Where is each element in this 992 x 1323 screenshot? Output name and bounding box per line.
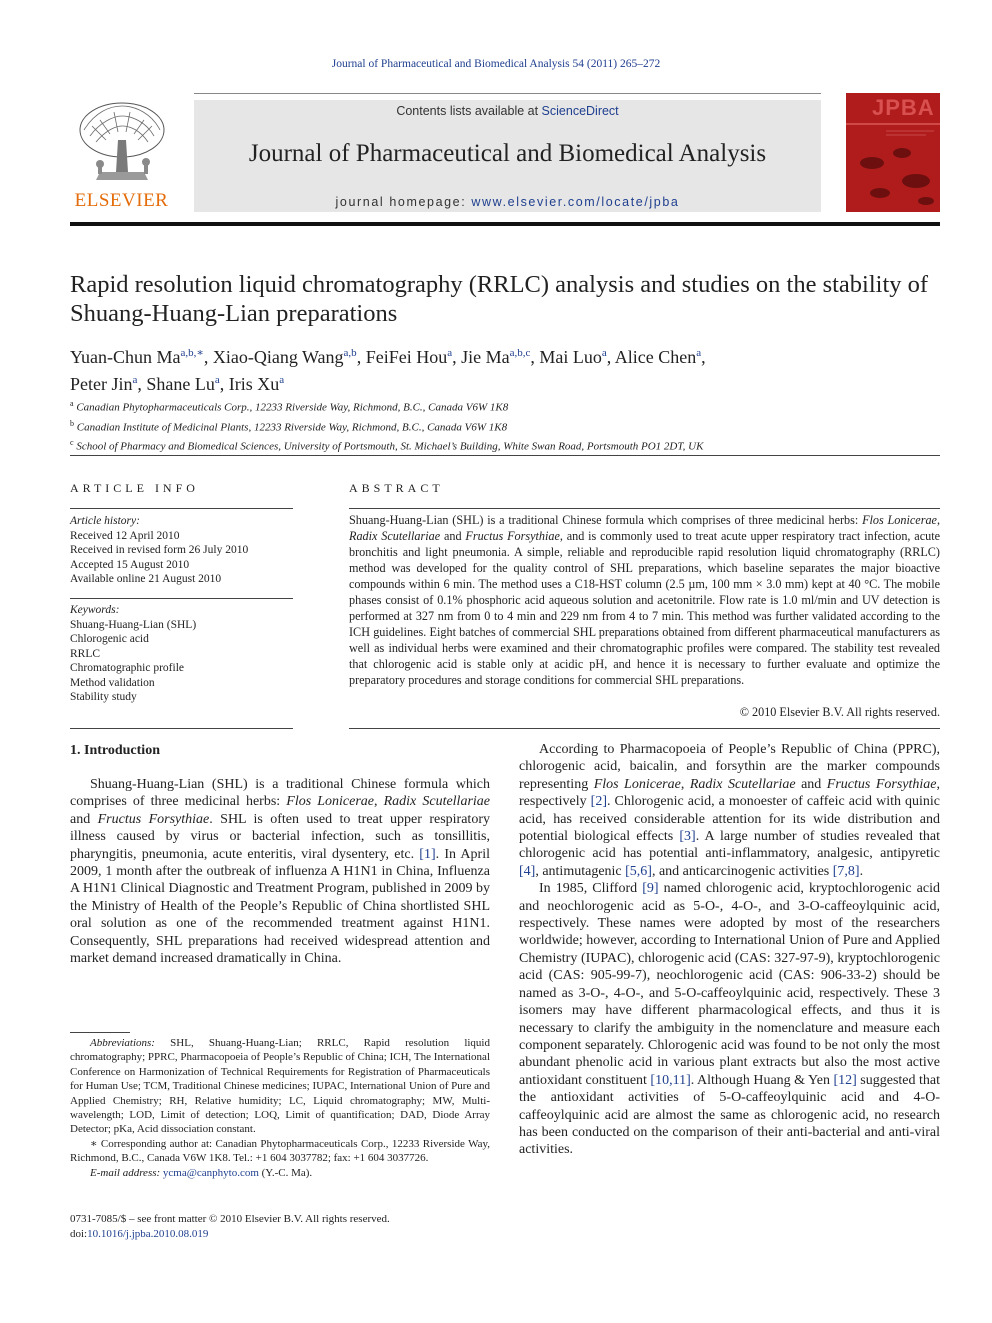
author-separator: , <box>452 347 462 367</box>
running-head[interactable]: Journal of Pharmaceutical and Biomedical Analysis 54 (2011) 265–272 <box>331 58 661 70</box>
email-footnote <box>70 1166 490 1180</box>
keyword: RRLC <box>70 647 101 660</box>
sciencedirect-link[interactable]: ScienceDirect <box>541 104 619 118</box>
contents-line <box>194 104 821 118</box>
publisher-name: ELSEVIER <box>74 190 169 211</box>
article-title: Rapid resolution liquid chromatography (RRLC) analysis and studies on the stability of Shuang-Huang-Lian preparations <box>70 271 929 327</box>
citation-link[interactable]: [5,6] <box>625 863 652 879</box>
doi-line <box>70 1227 490 1242</box>
homepage-prefix: journal homepage: <box>335 195 472 209</box>
affiliation-text: Canadian Phytopharmaceuticals Corp., 12233 Riverside Way, Richmond, B.C., Canada V6W 1K8 <box>76 401 509 414</box>
text-run: Shuang-Huang-Lian (SHL) is a traditional Chinese formula which comprises of three medicinal herbs: <box>70 777 490 810</box>
text-run: , <box>374 794 384 810</box>
affiliation-key: c <box>70 438 74 448</box>
footnote-rule <box>70 1032 130 1033</box>
text-run: . Chlorogenic acid, a monoester of caffeic acid with quinic acid, has received considerable attention for its wide distribution and potential biological effects <box>519 794 941 845</box>
journal-masthead <box>194 100 821 212</box>
footnotes <box>70 1036 490 1180</box>
intro-left-column <box>70 776 490 967</box>
affiliation-list <box>70 396 940 455</box>
italic-term: Flos Lonicerae <box>593 776 681 792</box>
homepage-line <box>194 195 821 209</box>
text-run: , antimutagenic <box>535 863 626 879</box>
author-separator: , <box>137 374 147 394</box>
paragraph <box>519 741 940 880</box>
affiliation-text: School of Pharmacy and Biomedical Sciences, University of Portsmouth, St. Michael’s Building, White Swan Road, Portsmouth PO1 2DT, UK <box>76 440 704 453</box>
masthead-rule <box>70 222 940 226</box>
abstract-text: , <box>936 513 940 527</box>
author-separator: , <box>606 347 615 367</box>
author-name[interactable]: Peter Jin <box>70 374 133 394</box>
citation-link[interactable]: [4] <box>519 863 536 879</box>
author-affiliation-marker[interactable]: a <box>132 374 138 386</box>
citation-link[interactable]: [10,11] <box>650 1072 691 1088</box>
citation-link[interactable]: [1] <box>419 846 436 862</box>
citation-link[interactable]: [3] <box>679 829 696 845</box>
author-name[interactable]: Shane Lu <box>146 374 215 394</box>
author-name[interactable]: Alice Chen <box>614 347 697 367</box>
author-separator: , <box>701 347 706 367</box>
article-info-rule <box>70 508 293 509</box>
doi-prefix: doi: <box>70 1227 88 1240</box>
keywords-label: Keywords: <box>70 604 120 616</box>
cover-art-icon <box>846 93 940 212</box>
issn-line: 0731-7085/$ – see front matter © 2010 Elsevier B.V. All rights reserved. <box>70 1213 390 1225</box>
text-run: . In April 2009, 1 month after the outbreak of influenza A H1N1 in China, Influenza A H1N1 Clinical Diagnostic and Treatment Program, published in 2009 by the Ministry of Health of the People’s Republic of China shortlisted SHL oral solution as one of the recommended treatment against H1N1. Consequently, SHL preparations had received widespread attention and market demand increased dramatically in China. <box>70 846 490 967</box>
herb-name: Fructus Forsythiae <box>465 528 560 543</box>
cover-title: JPBA <box>872 95 935 120</box>
affiliation <box>70 396 940 416</box>
citation-link[interactable]: [7,8] <box>832 863 860 879</box>
tree-icon <box>70 100 173 188</box>
intro-right-column <box>519 741 940 1159</box>
abstract-text: Shuang-Huang-Lian (SHL) is a traditional Chinese formula which comprises of three medicinal herbs: <box>349 513 863 527</box>
abstract-text: and <box>440 528 466 543</box>
text-run: , <box>680 776 690 792</box>
article-history <box>70 514 293 587</box>
header-divider <box>194 93 821 94</box>
affiliation <box>70 435 940 455</box>
keyword: Chromatographic profile <box>70 662 185 674</box>
text-run: In 1985, Clifford <box>539 881 643 897</box>
article-info-bottom-rule <box>70 728 293 729</box>
affiliation-key: b <box>70 418 74 428</box>
italic-term: Radix Scutellariae <box>689 776 796 792</box>
author-name[interactable]: Xiao-Qiang Wang <box>212 347 344 367</box>
abbreviations-text: SHL, Shuang-Huang-Lian; RRLC, Rapid resolution liquid chromatography; PPRC, Pharmacopoeia of People’s Republic of China; ICH, The International Conference on Harmonization of Technical Requirements for Registration of Pharmaceuticals for Human Use; TCM, Traditional Chinese medicines; IUPAC, International Union of Pure and Applied Chemistry; RH, Relative humidity; LC, Liquid chromatography; MW, Multi-wavelength; LOD, Limit of detection; LOQ, Limit of quantification; DAD, Diode Array Detector; pKa, Acid dissociation constant. <box>70 1037 490 1136</box>
history-label: Article history: <box>70 515 140 527</box>
author-affiliation-marker[interactable]: a <box>696 347 702 359</box>
keyword: Shuang-Huang-Lian (SHL) <box>70 618 197 631</box>
text-run: According to Pharmacopoeia of People’s Republic of China (PPRC), chlorogenic acid, baicalin, and forsythin are the marker compounds representing <box>519 742 940 792</box>
text-run: and <box>795 776 827 792</box>
abbreviations-footnote <box>70 1036 490 1137</box>
author-affiliation-marker[interactable]: a <box>279 374 285 386</box>
page-footer <box>70 1212 490 1241</box>
homepage-link[interactable]: www.elsevier.com/locate/jpba <box>471 195 680 209</box>
contents-prefix: Contents lists available at <box>396 104 542 118</box>
author-affiliation-marker[interactable]: a <box>447 347 453 359</box>
keyword: Chlorogenic acid <box>70 633 149 645</box>
abbreviations-label: Abbreviations: <box>90 1037 155 1049</box>
herb-name: Radix Scutellariae <box>349 528 441 543</box>
journal-name: Journal of Pharmaceutical and Biomedical Analysis <box>248 140 767 167</box>
abstract-text: , and is commonly used to treat acute upper respiratory tract infection, acute bronchitis and light pneumonia. A simple, reliable and reproducible rapid resolution liquid chromatography (RRLC) method was developed for the quality control of SHL preparations, which baseline separates the major bioactive compounds within 6 min. The method uses a C18-HST column (2.5 µm, 100 mm × 3.0 mm) kept at 40 °C. The mobile phases consist of 0.1% phosphoric acid aqueous solution and acetonitrile. Flow rate is 1.0 ml/min and UV detection is performed at 327 nm from 0 to 4 min and 229 nm from 4 to 7 min. This method was further validated according to the ICH guidelines. Eight batches of commercial SHL preparations obtained from different pharmaceutical manufacturers as well as individual herbs were examined and their chromatographic profiles were compared. The stability test revealed that chlorogenic acid is stable only at acidic pH, and hence it is necessary to further evaluate and optimize the preparatory procedures and storage conditions for commercial SHL preparations. <box>349 528 940 687</box>
doi-link[interactable]: 10.1016/j.jpba.2010.08.019 <box>87 1227 209 1240</box>
text-run: . SHL is often used to treat upper respiratory illness caused by virus or bacterial infection, such as tonsillitis, pharyngitis, pneumonia, acute enteritis, viral dysentery, etc. <box>70 811 490 862</box>
author-name[interactable]: Mai Luo <box>539 347 602 367</box>
abstract-bottom-rule <box>349 728 940 729</box>
italic-term: Fructus Forsythiae <box>826 776 937 792</box>
affiliation <box>70 416 940 436</box>
text-run: . Although Huang & Yen <box>690 1072 834 1088</box>
author-name[interactable]: Yuan-Chun Ma <box>70 347 181 367</box>
history-item: Accepted 15 August 2010 <box>70 558 190 571</box>
text-run: suggested that the antioxidant activities of 5-O-caffeoylquinic acid and 4-O-caffeoylquinic acid are almost the same as chlorogenic acid, no research has been conducted on the comparison of their anti-bacterial and anti-viral activities. <box>519 1072 941 1158</box>
affiliation-key: a <box>70 399 74 408</box>
affiliation-divider <box>70 455 940 456</box>
author-separator: , <box>356 347 366 367</box>
text-run: . <box>859 863 864 879</box>
author-affiliation-marker[interactable]: a,b,c <box>509 347 531 359</box>
text-run: . A large number of studies revealed that chlorogenic acid has potential anti-inflammatory, analgesic, antipyretic <box>519 829 941 862</box>
author-separator: , <box>203 347 213 367</box>
italic-term: Flos Lonicerae <box>286 794 375 810</box>
email-link[interactable]: ycma@canphyto.com <box>162 1166 259 1179</box>
article-info-heading: ARTICLE INFO <box>70 481 199 495</box>
italic-term: Radix Scutellariae <box>383 794 491 810</box>
abstract-heading: ABSTRACT <box>349 481 444 495</box>
paragraph <box>519 880 940 1159</box>
keywords-rule <box>70 598 293 599</box>
email-suffix: (Y.-C. Ma). <box>258 1166 313 1179</box>
herb-name: Flos Lonicerae <box>862 513 937 527</box>
author-name[interactable]: Iris Xu <box>228 374 280 394</box>
corresponding-author-footnote: ∗ Corresponding author at: Canadian Phytopharmaceuticals Corp., 12233 Riverside Way, Richmond, B.C., Canada V6W 1K8. Tel.: +1 604 3037782; fax: +1 604 3037726. <box>70 1137 490 1165</box>
keyword: Method validation <box>70 676 155 689</box>
text-run: , and anticarcinogenic activities <box>651 863 833 879</box>
text-run: named chlorogenic acid, kryptochlorogenic acid and neochlorogenic acid as 5-O-, 4-O-, and 3-O-caffeoylquinic acid, respectively. These names were adopted by most of the researchers worldwide; however, according to International Union of Pure and Applied Chemistry (IUPAC), chlorogenic acid (CAS: 327-97-9), kryptochlorogenic acid (CAS: 905-99-7), neochlorogenic acid (CAS: 906-33-2) should be named as 3-O-, 4-O-, and 5-O-caffeoylquinic acid, respectively. These 3 isomers may have different pharmacological effects, and thus it is necessary to clarify the ambiguity in the nomenclature and measure each component separately. Chlorogenic acid was found to be not only the most abundant phenolic acid in various plant extracts but also the most active antioxidant constituent <box>519 881 941 1088</box>
author-separator: , <box>530 347 540 367</box>
abstract-copyright: © 2010 Elsevier B.V. All rights reserved. <box>739 705 940 719</box>
italic-term: Fructus Forsythiae <box>97 811 210 827</box>
author-list <box>70 342 940 396</box>
section-heading-introduction: 1. Introduction <box>70 743 160 758</box>
abstract-body <box>349 513 940 688</box>
publisher-logo[interactable] <box>70 100 173 212</box>
history-item: Received 12 April 2010 <box>70 529 180 542</box>
text-run: and <box>70 811 98 827</box>
email-label: E-mail address: <box>90 1166 161 1179</box>
citation-link[interactable]: [9] <box>642 881 659 897</box>
keyword: Stability study <box>70 691 137 703</box>
history-item: Received in revised form 26 July 2010 <box>70 544 249 556</box>
author-separator: , <box>219 374 229 394</box>
history-item: Available online 21 August 2010 <box>70 573 222 585</box>
author-affiliation-marker[interactable]: a,b <box>343 347 357 359</box>
keywords-list <box>70 603 293 705</box>
paragraph <box>70 776 490 967</box>
author-name[interactable]: FeiFei Hou <box>365 347 448 367</box>
author-affiliation-marker[interactable]: a,b,∗ <box>180 347 204 359</box>
text-run: , respectively <box>519 776 940 810</box>
journal-cover-thumbnail[interactable] <box>846 93 940 212</box>
affiliation-text: Canadian Institute of Medicinal Plants, 12233 Riverside Way, Richmond, B.C., Canada V6W 1K8 <box>76 421 508 434</box>
author-affiliation-marker[interactable]: a <box>214 374 220 386</box>
author-name[interactable]: Jie Ma <box>461 347 510 367</box>
citation-link[interactable]: [2] <box>590 794 607 810</box>
citation-link[interactable]: [12] <box>833 1072 857 1088</box>
author-affiliation-marker[interactable]: a <box>601 347 607 359</box>
abstract-rule <box>349 508 940 509</box>
